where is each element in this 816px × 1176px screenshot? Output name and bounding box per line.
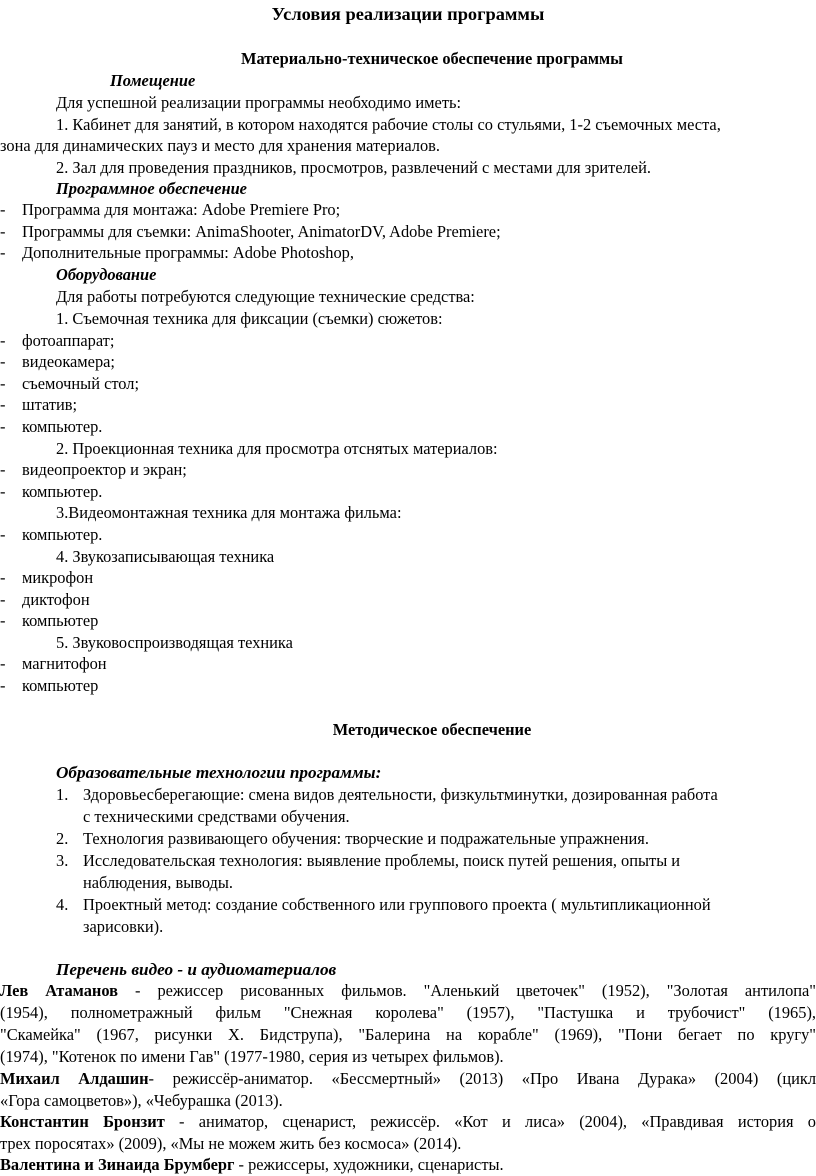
equipment-group-1: 1. Съемочная техника для фиксации (съемки) сюжетов: xyxy=(56,309,443,328)
equipment-item: - видеопроектор и экран; xyxy=(0,460,187,479)
equipment-item: - компьютер. xyxy=(0,482,103,501)
equipment-group-2: 2. Проекционная техника для просмотра отснятых материалов: xyxy=(56,439,498,458)
equipment-group-4: 4. Звукозаписывающая техника xyxy=(56,547,275,566)
equipment-item: - фотоаппарат; xyxy=(0,331,115,350)
equipment-item: - штатив; xyxy=(0,395,78,414)
premises-item-2: 2. Зал для проведения праздников, просмотров, развлечений с местами для зрителей. xyxy=(56,158,651,177)
equipment-heading: Оборудование xyxy=(56,265,157,284)
equipment-group-3: 3.Видеомонтажная техника для монтажа фильма: xyxy=(56,503,402,522)
equipment-group-5: 5. Звуковоспроизводящая техника xyxy=(56,633,293,652)
software-heading: Программное обеспечение xyxy=(56,179,247,198)
equipment-item: - компьютер xyxy=(0,611,99,630)
premises-heading: Помещение xyxy=(110,71,196,90)
media-heading: Перечень видео - и аудиоматериалов xyxy=(56,960,337,979)
equipment-item: - диктофон xyxy=(0,590,90,609)
premises-item-1: 1. Кабинет для занятий, в котором находятся рабочие столы со стульями, 1-2 съемочных места, xyxy=(56,115,721,134)
equipment-item: - микрофон xyxy=(0,568,94,587)
software-item: - Программа для монтажа: Adobe Premiere Pro; xyxy=(0,200,341,219)
equipment-item: - съемочный стол; xyxy=(0,374,139,393)
premises-item-1-cont: зона для динамических пауз и место для хранения материалов. xyxy=(0,136,441,155)
equipment-item: - компьютер. xyxy=(0,525,103,544)
equipment-item: - магнитофон xyxy=(0,654,107,673)
equipment-intro: Для работы потребуются следующие технические средства: xyxy=(56,287,475,306)
software-item: - Программы для съемки: AnimaShooter, AnimatorDV, Adobe Premiere; xyxy=(0,222,501,241)
methodical-heading: Методическое обеспечение xyxy=(332,720,532,739)
technologies-heading: Образовательные технологии программы: xyxy=(56,763,382,782)
page-title: Условия реализации программы xyxy=(271,4,545,24)
premises-intro: Для успешной реализации программы необходимо иметь: xyxy=(56,93,462,112)
equipment-item: - компьютер xyxy=(0,676,99,695)
material-heading: Материально-техническое обеспечение программы xyxy=(241,49,623,68)
equipment-item: - видеокамера; xyxy=(0,352,115,371)
equipment-item: - компьютер. xyxy=(0,417,103,436)
software-item: - Дополнительные программы: Adobe Photoshop, xyxy=(0,243,354,262)
